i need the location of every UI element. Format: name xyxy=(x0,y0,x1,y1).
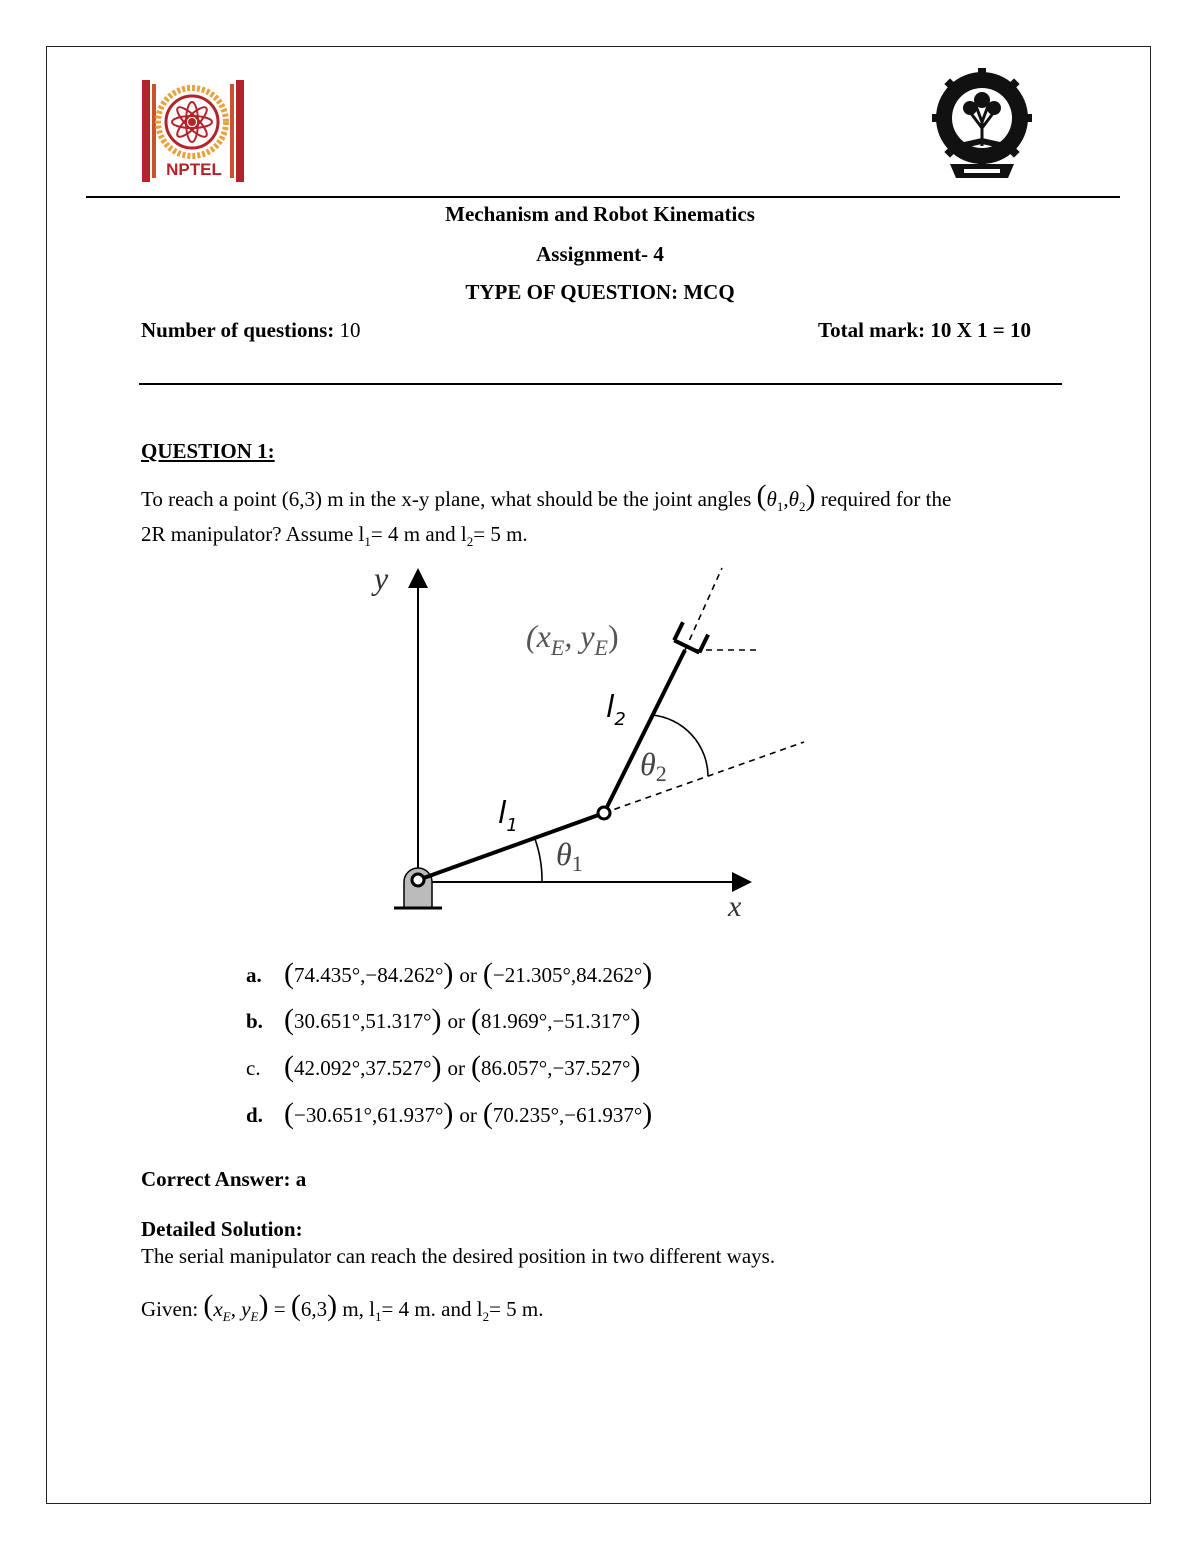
option-letter: b. xyxy=(246,1008,263,1033)
paren-open: ( xyxy=(471,1050,482,1083)
theta1-sub: 1 xyxy=(571,851,583,876)
paren-close: ) xyxy=(805,479,816,512)
given-text: = 4 m. and l xyxy=(381,1297,483,1321)
y-axis-label: y xyxy=(374,560,389,596)
l2-label xyxy=(606,690,626,730)
paren-close: ) xyxy=(327,1289,338,1322)
paren-open: ( xyxy=(284,1097,294,1130)
link2-extension xyxy=(685,568,722,650)
manipulator-figure xyxy=(360,560,820,930)
ee-close: ) xyxy=(607,618,619,654)
l1-label xyxy=(498,796,518,836)
option-b[interactable] xyxy=(246,1003,641,1036)
ee-open: (x xyxy=(526,618,551,654)
header-rule xyxy=(86,196,1120,198)
section-rule xyxy=(139,383,1062,385)
ee-sub-x: E xyxy=(550,635,565,660)
option-letter: a. xyxy=(246,962,262,987)
question-type: TYPE OF QUESTION: MCQ xyxy=(465,280,735,304)
given-l2-sub: 2 xyxy=(482,1309,490,1324)
number-of-questions xyxy=(141,318,361,343)
theta1-arc xyxy=(535,839,542,882)
ee-sub-y: E xyxy=(594,635,608,660)
paren-open: ( xyxy=(482,957,493,990)
paren-close: ) xyxy=(258,1289,269,1322)
given-y: y xyxy=(241,1297,251,1321)
paren-open: ( xyxy=(482,1097,493,1130)
option-a[interactable] xyxy=(246,957,653,990)
option-value-2: 86.057°,−37.527° xyxy=(481,1055,631,1080)
option-value-2: −21.305°,84.262° xyxy=(492,962,643,987)
ee-sep: , y xyxy=(564,618,595,654)
question-text-line1: To reach a point (6,3) m in the x-y plane, what should be the joint angles $(\theta_1,\theta_2)$ required for the xyxy=(141,479,952,514)
option-value-1: 30.651°,51.317° xyxy=(294,1008,432,1033)
q1-text-end: required for the xyxy=(815,487,952,511)
paren-close: ) xyxy=(443,957,454,990)
paren-open: ( xyxy=(284,1003,294,1036)
paren-open: ( xyxy=(284,957,294,990)
paren-close: ) xyxy=(431,1050,442,1083)
l-sub: 2 xyxy=(466,534,474,549)
x-axis-label: x xyxy=(728,890,742,923)
q1-text: = 4 m and l xyxy=(370,522,467,546)
option-or: or xyxy=(459,962,477,987)
paren-close: ) xyxy=(431,1003,442,1036)
l2-sub: 2 xyxy=(614,709,626,730)
option-value-1: 74.435°,−84.262° xyxy=(294,962,444,987)
paren-open: ( xyxy=(756,479,767,512)
given-line: Given: ($x_E$, $y_E) = (6,3)$ m, $l_1= 4$ m. and $l_2= 5$ m. xyxy=(141,1289,544,1324)
nptel-logo-text: NPTEL xyxy=(166,160,222,179)
theta2-sub: 2 xyxy=(655,761,667,786)
paren-close: ) xyxy=(630,1003,641,1036)
option-value-2: 70.235°,−61.937° xyxy=(492,1102,643,1127)
option-letter: c. xyxy=(246,1055,261,1080)
total-mark: Total mark: 10 X 1 = 10 xyxy=(818,318,1032,342)
l2-letter: l xyxy=(606,690,615,725)
given-label: Given: xyxy=(141,1297,204,1321)
option-or: or xyxy=(447,1055,466,1080)
theta-sub: 1 xyxy=(776,499,784,514)
given-text: m, l xyxy=(337,1297,375,1321)
solution-text: The serial manipulator can reach the desired position in two different ways. xyxy=(141,1244,776,1268)
joint1 xyxy=(412,874,424,886)
end-effector-label xyxy=(526,618,619,660)
theta-symbol: θ xyxy=(766,487,777,511)
num-questions-label: Number of questions: xyxy=(141,318,335,342)
l-sub: 1 xyxy=(364,534,371,549)
solution-heading: Detailed Solution: xyxy=(141,1217,303,1241)
given-y-sub: E xyxy=(250,1309,259,1324)
theta-symbol: θ xyxy=(788,487,799,511)
l1-letter: l xyxy=(498,796,507,831)
paren-close: ) xyxy=(642,957,653,990)
l1-sub: 1 xyxy=(506,815,518,836)
link2 xyxy=(604,650,685,813)
given-x: x xyxy=(213,1297,223,1321)
paren-open: ( xyxy=(203,1289,214,1322)
option-d[interactable] xyxy=(246,1097,653,1130)
nptel-logo xyxy=(140,78,248,186)
question-heading: QUESTION 1: xyxy=(141,439,275,463)
given-l1-sub: 1 xyxy=(374,1309,382,1324)
assignment-title: Assignment- 4 xyxy=(536,242,664,266)
theta2-label xyxy=(640,746,667,786)
theta1-label xyxy=(556,836,583,876)
theta1-symbol: θ xyxy=(556,836,572,872)
given-point: 6,3 xyxy=(300,1297,328,1321)
paren-open: ( xyxy=(471,1003,482,1036)
option-value-2: 81.969°,−51.317° xyxy=(481,1008,631,1033)
paren-close: ) xyxy=(642,1097,653,1130)
q1-text: = 5 m. xyxy=(473,522,528,546)
num-questions-value: 10 xyxy=(334,318,361,342)
paren-close: ) xyxy=(443,1097,454,1130)
course-title: Mechanism and Robot Kinematics xyxy=(445,202,755,226)
given-text: = 5 m. xyxy=(489,1297,544,1321)
iit-kharagpur-logo xyxy=(930,68,1034,184)
given-x-sub: E xyxy=(222,1309,231,1324)
paren-close: ) xyxy=(630,1050,641,1083)
option-value-1: 42.092°,37.527° xyxy=(294,1055,432,1080)
paren-open: ( xyxy=(290,1289,301,1322)
theta2-symbol: θ xyxy=(640,746,656,782)
option-letter: d. xyxy=(246,1102,263,1127)
option-value-1: −30.651°,61.937° xyxy=(294,1102,444,1127)
option-c[interactable] xyxy=(246,1050,641,1083)
theta-sub: 2 xyxy=(798,499,806,514)
correct-answer: Correct Answer: a xyxy=(141,1167,307,1191)
joint2 xyxy=(598,807,610,819)
q1-text: To reach a point (6,3) m in the x-y plane, what should be the joint angles xyxy=(141,487,757,511)
option-or: or xyxy=(447,1008,466,1033)
question-text-line2 xyxy=(141,522,528,547)
paren-open: ( xyxy=(284,1050,294,1083)
option-or: or xyxy=(459,1102,477,1127)
q1-text: 2R manipulator? Assume l xyxy=(141,522,365,546)
